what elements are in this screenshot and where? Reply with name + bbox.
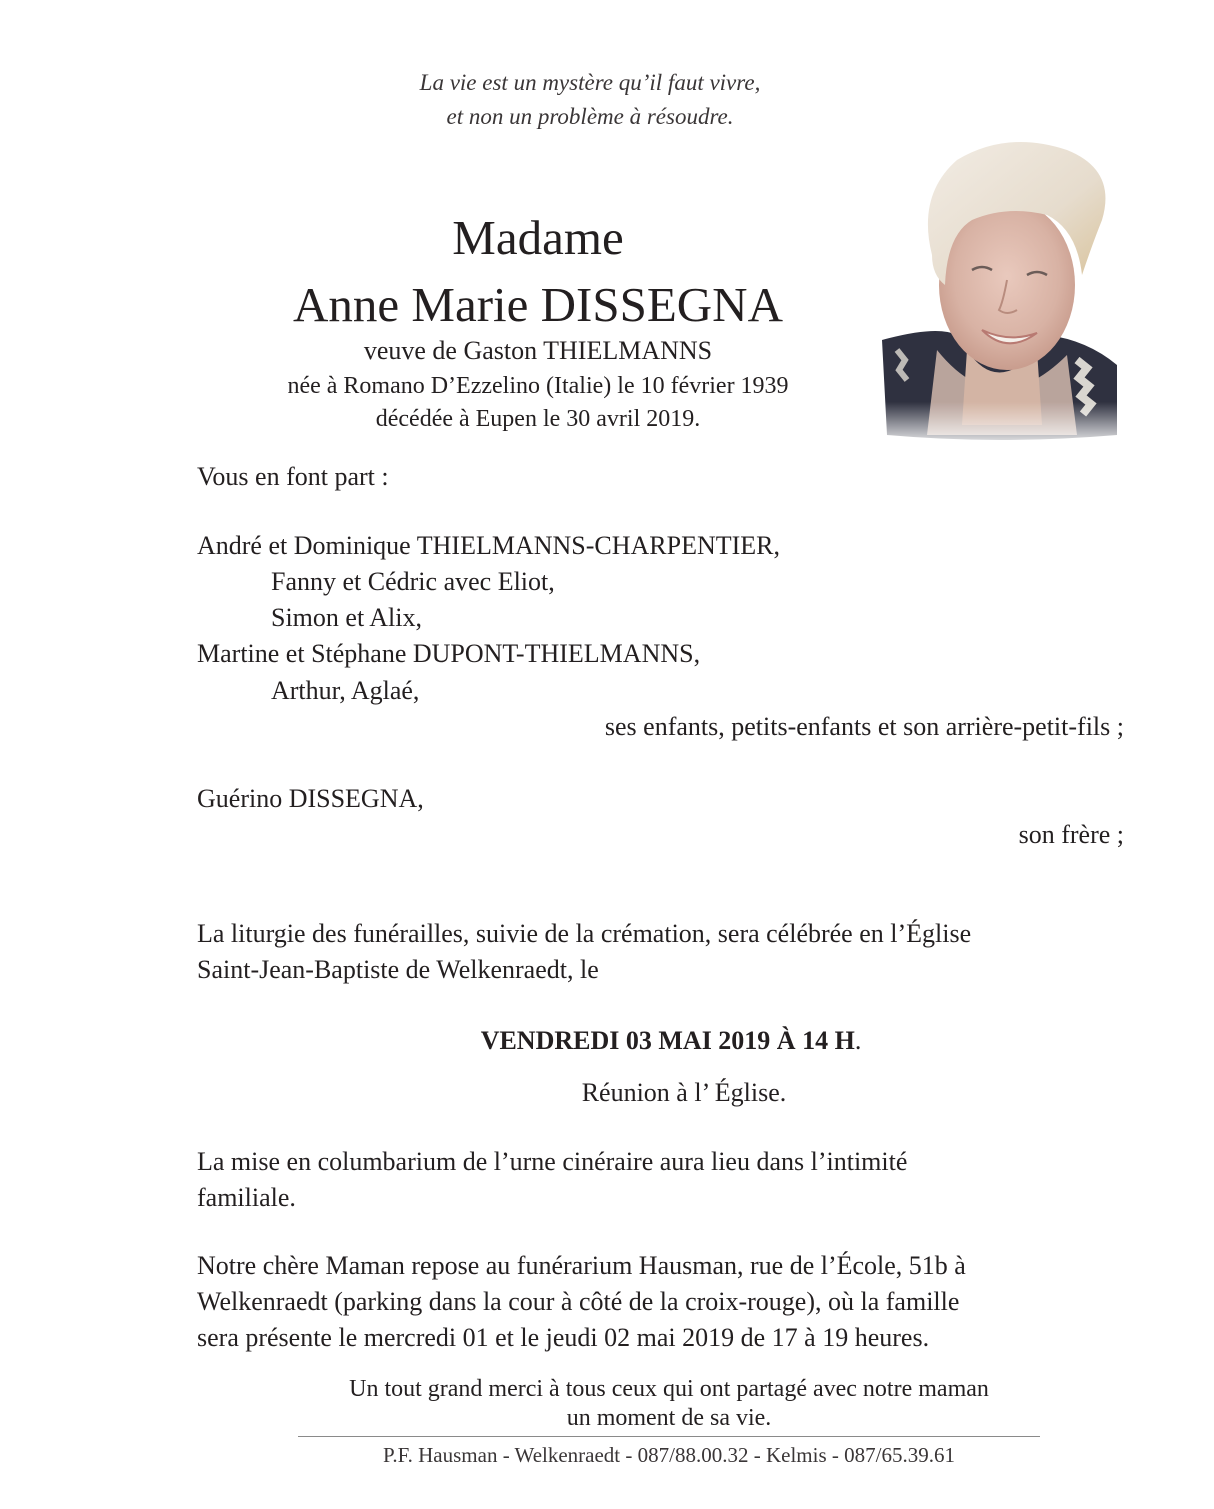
- columbarium-line-2: familiale.: [197, 1183, 296, 1212]
- columbarium-line-1: La mise en columbarium de l’urne cinéraire aura lieu dans l’intimité: [197, 1147, 908, 1176]
- ceremony-line-1: La liturgie des funérailles, suivie de la crémation, sera célébrée en l’Église: [197, 919, 972, 948]
- family-member-line: Fanny et Cédric avec Eliot,: [271, 567, 555, 596]
- announcement-intro: Vous en font part :: [197, 462, 389, 491]
- family-member-line: Arthur, Aglaé,: [271, 676, 420, 705]
- ceremony-date: [133, 1024, 1209, 1057]
- visitation-line-3: sera présente le mercredi 01 et le jeudi 02 mai 2019 de 17 à 19 heures.: [197, 1323, 930, 1352]
- deceased-name: Anne Marie DISSEGNA: [293, 277, 783, 332]
- ceremony-date-bold: VENDREDI 03 MAI 2019 À 14 H: [480, 1026, 855, 1055]
- death-info: décédée à Eupen le 30 avril 2019.: [375, 406, 701, 432]
- visitation-line-2: Welkenraedt (parking dans la cour à côté de la croix-rouge), où la famille: [197, 1287, 960, 1316]
- sibling-name: Guérino DISSEGNA,: [197, 784, 424, 813]
- epigraph-line-1: La vie est un mystère qu’il faut vivre,: [419, 70, 761, 95]
- funeral-home-footer: P.F. Hausman - Welkenraedt - 087/88.00.32 - Kelmis - 087/65.39.61: [383, 1443, 955, 1467]
- family-member-line: Simon et Alix,: [271, 603, 422, 632]
- meeting-place: Réunion à l’ Église.: [581, 1078, 787, 1107]
- family-member-line: André et Dominique THIELMANNS-CHARPENTIER,: [197, 531, 781, 560]
- ceremony-line-2: Saint-Jean-Baptiste de Welkenraedt, le: [197, 955, 599, 984]
- visitation-line-1: Notre chère Maman repose au funérarium Hausman, rue de l’École, 51b à: [197, 1251, 966, 1280]
- thanks-line-2: un moment de sa vie.: [566, 1405, 772, 1431]
- thanks-line-1: Un tout grand merci à tous ceux qui ont partagé avec notre maman: [349, 1376, 989, 1402]
- sibling-relation: son frère ;: [1018, 820, 1124, 849]
- birth-info: née à Romano D’Ezzelino (Italie) le 10 février 1939: [287, 373, 789, 399]
- widow-of: veuve de Gaston THIELMANNS: [363, 336, 713, 365]
- epigraph-line-2: et non un problème à résoudre.: [446, 104, 734, 129]
- ceremony-date-punct: .: [854, 1026, 862, 1055]
- deceased-title: Madame: [452, 210, 624, 265]
- family-relation: ses enfants, petits-enfants et son arrière-petit-fils ;: [604, 712, 1124, 741]
- family-member-line: Martine et Stéphane DUPONT-THIELMANNS,: [197, 639, 701, 668]
- footer-separator: [298, 1436, 1040, 1437]
- portrait-photo: [877, 135, 1118, 449]
